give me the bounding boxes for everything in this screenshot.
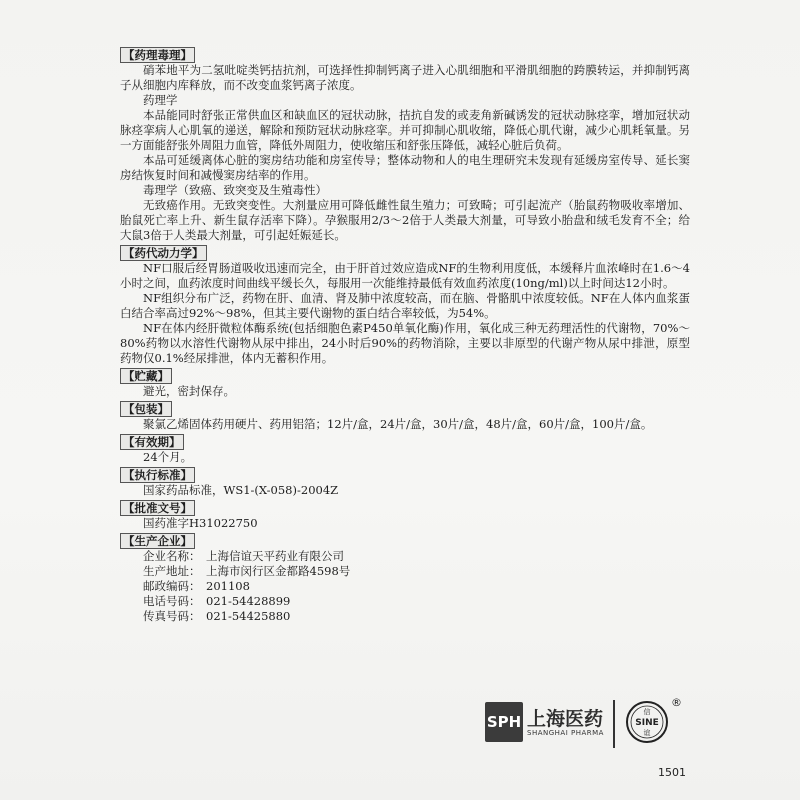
pharmacology-paragraph-1: 本品能同时舒张正常供血区和缺血区的冠状动脉，拮抗自发的或麦角新碱诱发的冠状动脉痉挛，增加冠状动脉痉挛病人心肌氧的递送，解除和预防冠状动脉痉挛。并可抑制心肌收缩，降低心肌代谢，减少心肌耗氧量。另一方面能舒张外周阻力血管，降低外周阻力，使收缩压和舒张压降低，减轻心脏后负荷。: [120, 108, 690, 152]
toxicology-title: 毒理学（致癌、致突变及生殖毒性）: [143, 183, 327, 197]
manufacturer-row-fax: [120, 609, 690, 624]
section-heading-storage: 【贮藏】: [120, 368, 172, 384]
section-heading-validity: 【有效期】: [120, 434, 184, 450]
package-text: 聚氯乙烯固体药用硬片、药用铝箔；12片/盒，24片/盒，30片/盒，48片/盒，60片/盒，100片/盒。: [143, 417, 653, 431]
leaflet-content: [120, 45, 690, 624]
validity-text: 24个月。: [143, 450, 193, 464]
brand-name-en: SHANGHAI PHARMA: [527, 729, 604, 737]
manufacturer-key: 企业名称：: [143, 549, 201, 563]
section-heading-pharmacokinetics: 【药代动力学】: [120, 245, 207, 261]
manufacturer-key: 生产地址：: [143, 564, 201, 578]
manufacturer-row-name: [120, 549, 690, 564]
brand-name-cn: 上海医药: [527, 708, 604, 730]
pharmacokinetics-paragraph-2: NF组织分布广泛，药物在肝、血清、肾及肺中浓度较高，而在脑、骨骼肌中浓度较低。NF在人体内血浆蛋白结合率高过92%～98%，但其主要代谢物的蛋白结合率较低，为54%。: [120, 291, 690, 320]
manufacturer-value: 021-54425880: [206, 609, 291, 623]
sph-logo-icon: SPH: [485, 702, 523, 742]
manufacturer-value: 021-54428899: [206, 594, 291, 608]
manufacturer-key: 电话号码：: [143, 594, 201, 608]
sine-seal-icon: [625, 700, 669, 744]
approval-text: 国药准字H31022750: [143, 516, 258, 530]
manufacturer-value: 201108: [206, 579, 250, 593]
storage-text: 避光，密封保存。: [143, 384, 235, 398]
section-heading-approval: 【批准文号】: [120, 500, 195, 516]
page-number: 1501: [658, 766, 686, 779]
registered-mark: ®: [671, 696, 682, 709]
seal-char-top: 信: [643, 708, 651, 716]
manufacturer-key: 邮政编码：: [143, 579, 201, 593]
pharmacology-intro: 硝苯地平为二氢吡啶类钙拮抗剂，可选择性抑制钙离子进入心肌细胞和平滑肌细胞的跨膜转运，并抑制钙离子从细胞内库释放，而不改变血浆钙离子浓度。: [120, 63, 690, 92]
manufacturer-row-address: [120, 564, 690, 579]
section-heading-package: 【包装】: [120, 401, 172, 417]
manufacturer-value: 上海信谊天平药业有限公司: [206, 549, 344, 563]
manufacturer-row-postcode: [120, 579, 690, 594]
section-heading-standard: 【执行标准】: [120, 467, 195, 483]
seal-text: SINE: [635, 718, 659, 728]
manufacturer-info: [120, 549, 690, 624]
logo-divider: [613, 700, 615, 748]
pharmacokinetics-paragraph-3: NF在体内经肝微粒体酶系统(包括细胞色素P450单氧化酶)作用，氧化成三种无药理活性的代谢物，70%～80%药物以水溶性代谢物从尿中排出，24小时后90%的药物消除，主要以非原型的代谢产物从尿中排泄，原型药物仅0.1%经尿排泄，体内无蓄积作用。: [120, 321, 690, 365]
pharmacology-title: 药理学: [143, 93, 178, 107]
footer-logos: [485, 698, 695, 750]
toxicology-paragraph: 无致癌作用。无致突变性。大剂量应用可降低雌性鼠生殖力；可致畸；可引起流产（胎鼠药物吸收率增加、胎鼠死亡率上升、新生鼠存活率下降）。孕猴服用2/3～2倍于人类最大剂量，可导致小胎盘和绒毛发育不全；给大鼠3倍于人类最大剂量，可引起妊娠延长。: [120, 198, 690, 242]
manufacturer-row-phone: [120, 594, 690, 609]
section-heading-manufacturer: 【生产企业】: [120, 533, 195, 549]
section-heading-pharmacology-toxicology: 【药理毒理】: [120, 47, 195, 63]
standard-text: 国家药品标准，WS1-(X-058)-2004Z: [143, 483, 339, 497]
seal-char-bottom: 谊: [643, 729, 651, 737]
manufacturer-value: 上海市闵行区金都路4598号: [206, 564, 351, 578]
pharmacokinetics-paragraph-1: NF口服后经胃肠道吸收迅速而完全，由于肝首过效应造成NF的生物利用度低，本缓释片血浓峰时在1.6～4小时之间，血药浓度时间曲线平缓长久，每服用一次能维持最低有效血药浓度(10ng/ml)以上时间达12小时。: [120, 261, 690, 290]
manufacturer-key: 传真号码：: [143, 609, 201, 623]
pharmacology-paragraph-2: 本品可延缓离体心脏的窦房结功能和房室传导；整体动物和人的电生理研究未发现有延缓房室传导、延长窦房结恢复时间和减慢窦房结率的作用。: [120, 153, 690, 182]
